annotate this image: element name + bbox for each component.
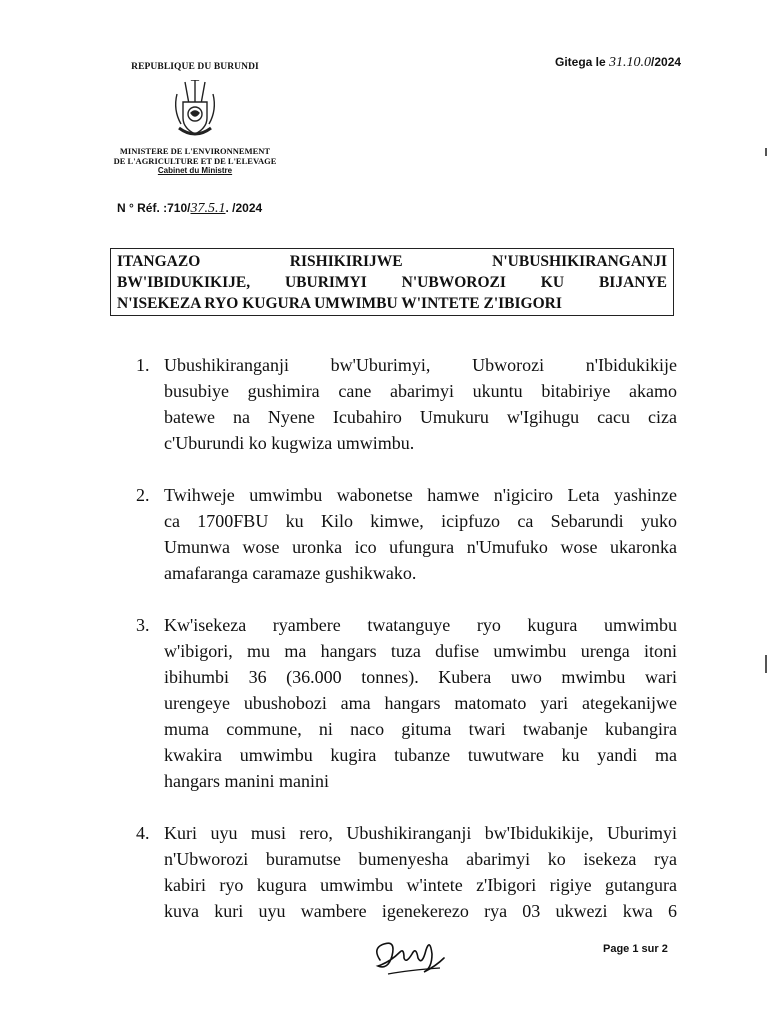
- item-line: hangars manini manini: [164, 771, 329, 791]
- item-line: busubiye gushimira cane abarimyi ukuntu bitabiriye akamo: [164, 381, 677, 401]
- item-line: c'Uburundi ko kugwiza umwimbu.: [164, 433, 415, 453]
- ref-prefix: N ° Réf. :710/: [117, 201, 191, 215]
- reference-number: [117, 201, 262, 217]
- item-line: Kuri uyu musi rero, Ubushikiranganji bw'Ibidukikije, Uburimyi: [164, 823, 677, 843]
- scan-edge-mark: [765, 655, 767, 673]
- item-line: kabiri ryo kugura umwimbu w'intete z'Ibigori rigiye gutangura: [164, 875, 677, 895]
- title-line: ITANGAZO RISHIKIRIJWE N'UBUSHIKIRANGANJI: [117, 253, 667, 270]
- republic-name: REPUBLIQUE DU BURUNDI: [131, 62, 259, 72]
- item-number: 4.: [136, 823, 150, 843]
- item-line: urengeye ubushobozi ama hangars matomato yari ategekanijwe: [164, 693, 677, 713]
- item-line: amafaranga caramaze gushikwako.: [164, 563, 417, 583]
- signature-icon: [370, 930, 450, 980]
- date-suffix: /2024: [651, 55, 682, 69]
- item-line: Umunwa wose uronka ico ufungura n'Umufuko wose ukaronka: [164, 537, 677, 557]
- item-line: ibihumbi 36 (36.000 tonnes). Kubera uwo mwimbu wari: [164, 667, 677, 687]
- ministry-name-line-2: DE L'AGRICULTURE ET DE L'ELEVAGE: [113, 156, 277, 166]
- item-line: kwakira umwimbu kugira tubanze tuwutware ku yandi ma: [164, 745, 677, 765]
- item-line: Twihweje umwimbu wabonetse hamwe n'igiciro Leta yashinze: [164, 485, 677, 505]
- list-item: [130, 820, 677, 924]
- ref-suffix: . /2024: [225, 201, 263, 215]
- item-number: 2.: [136, 485, 150, 505]
- item-line: muma commune, ni naco gituma twari twabanje kubangira: [164, 719, 677, 739]
- scan-edge-mark: [765, 148, 767, 156]
- cabinet-label: Cabinet du Ministre: [157, 166, 233, 175]
- page-number: Page 1 sur 2: [603, 943, 668, 955]
- ref-handwritten: 37.5.1: [190, 201, 226, 216]
- list-item: [130, 352, 677, 456]
- date-prefix: Gitega le: [555, 55, 610, 69]
- item-line: ca 1700FBU ku Kilo kimwe, icipfuzo ca Sebarundi yuko: [164, 511, 677, 531]
- list-item: [130, 612, 677, 794]
- date-handwritten: 31.10.0: [609, 55, 652, 70]
- title-line: N'ISEKEZA RYO KUGURA UMWIMBU W'INTETE Z'IBIGORI: [117, 295, 562, 312]
- item-line: batewe na Nyene Icubahiro Umukuru w'Igihugu cacu ciza: [164, 407, 677, 427]
- date-line: [555, 55, 681, 71]
- item-line: Ubushikiranganji bw'Uburimyi, Ubworozi n'Ibidukikije: [164, 355, 677, 375]
- item-number: 3.: [136, 615, 150, 635]
- item-number: 1.: [136, 355, 150, 375]
- letterhead: [95, 62, 295, 175]
- item-line: kuva kuri uyu wambere igenekerezo rya 03 ukwezi kwa 6: [164, 901, 677, 921]
- item-line: n'Ubworozi buramutse bumenyesha abarimyi ko isekeza rya: [164, 849, 677, 869]
- item-line: w'ibigori, mu ma hangars tuza dufise umwimbu urenga itoni: [164, 641, 677, 661]
- numbered-list: [130, 352, 677, 924]
- ministry-name-line-1: MINISTERE DE L'ENVIRONNEMENT: [119, 146, 271, 156]
- coat-of-arms-icon: [171, 80, 219, 140]
- item-line: Kw'isekeza ryambere twatanguye ryo kugura umwimbu: [164, 615, 677, 635]
- announcement-title-box: [110, 248, 674, 316]
- list-item: [130, 482, 677, 586]
- title-line: BW'IBIDUKIKIJE, UBURIMYI N'UBWOROZI KU BIJANYE: [117, 274, 667, 291]
